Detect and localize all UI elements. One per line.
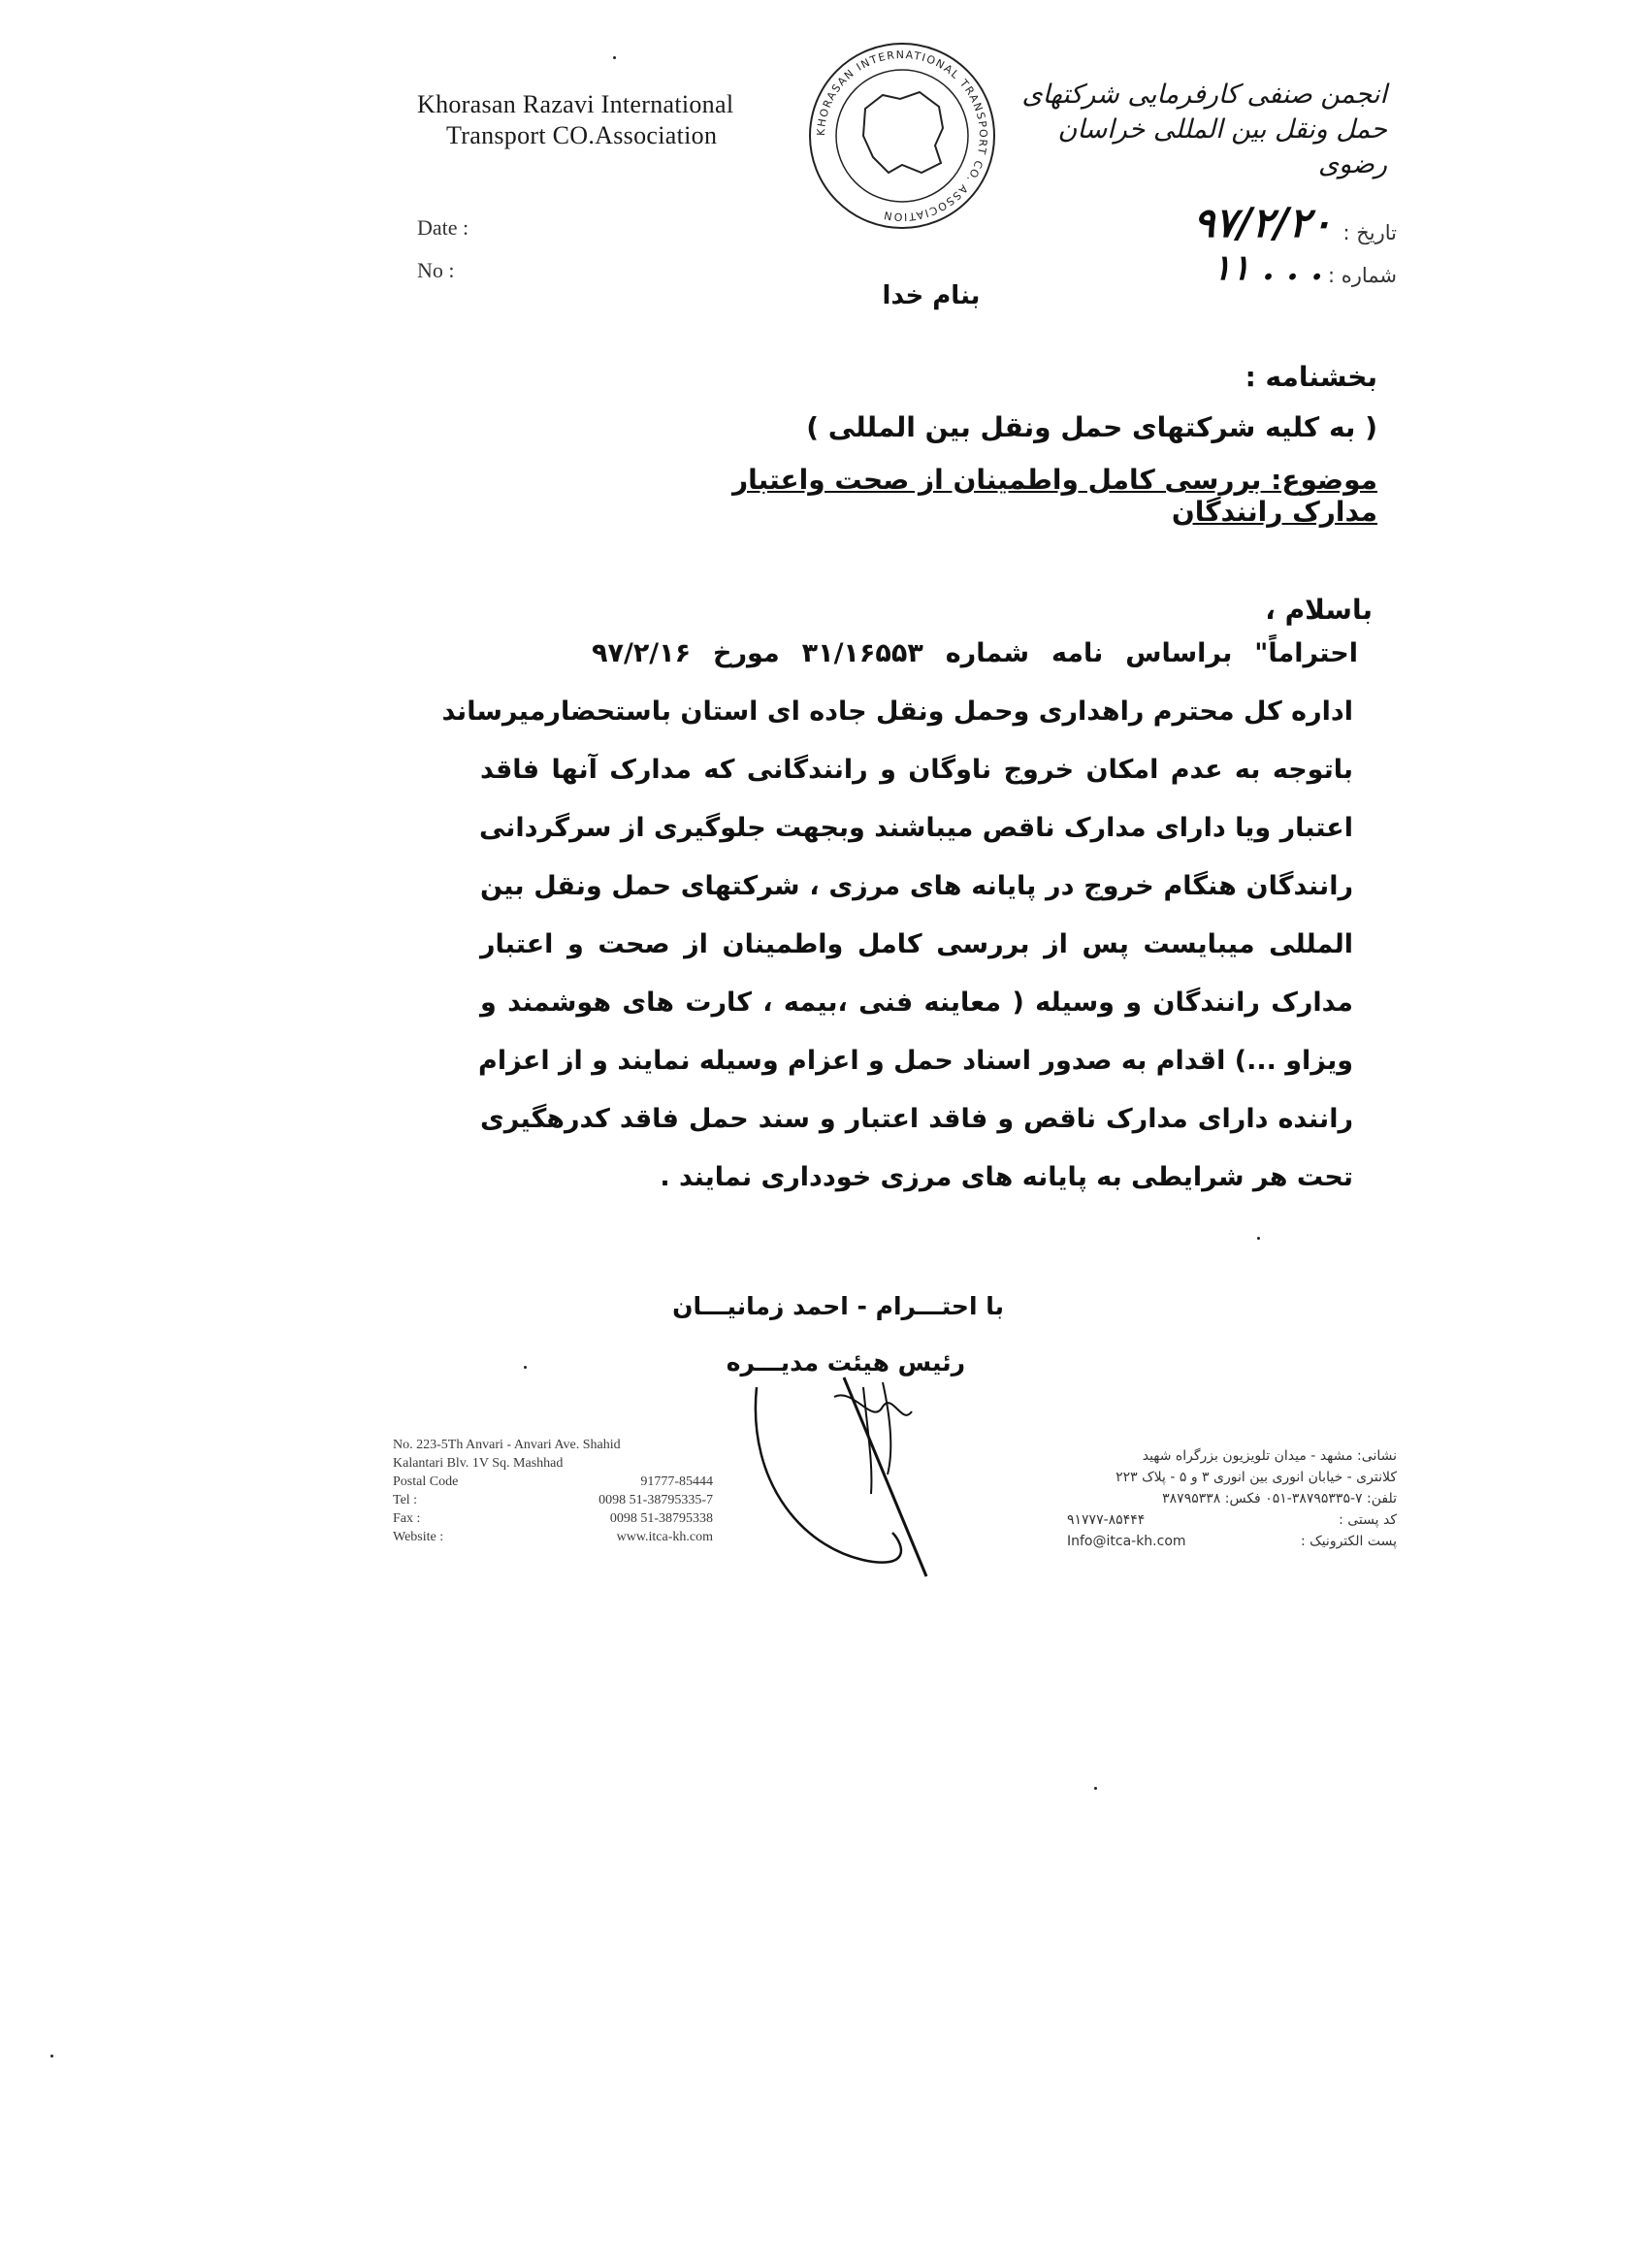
footer-tel-row <box>393 1491 713 1509</box>
footer-address-line2: Kalantari Blv. 1V Sq. Mashhad <box>393 1456 564 1471</box>
english-name-line2: Transport CO.Association <box>446 121 718 149</box>
date-label-persian: تاریخ : <box>1342 221 1397 244</box>
association-seal-logo <box>805 39 999 233</box>
footer-tel-label: Tel : <box>393 1493 418 1507</box>
english-name-line1: Khorasan Razavi International <box>417 90 734 118</box>
footer-postal-value: 91777-85444 <box>640 1474 713 1489</box>
body-line: اداره کل محترم راهداری وحمل ونقل جاده ای استان باستحضارمیرساند <box>441 697 1353 727</box>
body-line: ویزاو ...) اقدام به صدور اسناد حمل و اعزام وسیله نمایند و از اعزام <box>478 1046 1353 1076</box>
footer-address-line1: No. 223-5Th Anvari - Anvari Ave. Shahid <box>393 1438 621 1452</box>
footer-contact-english <box>393 1436 713 1546</box>
persian-organization-name: انجمن صنفی کارفرمایی شرکتهای حمل ونقل بین المللی خراسان رضوی <box>1021 80 1387 179</box>
body-line: احتراماً" براساس نامه شماره ۳۱/۱۶۵۵۳ مورخ ۹۷/۲/۱۶ <box>592 638 1358 668</box>
footer-website-value: www.itca-kh.com <box>616 1530 713 1544</box>
footer-website-row <box>393 1528 713 1546</box>
scan-speck <box>524 1366 527 1369</box>
footer-fa-phone-line: تلفن: ۷-۳۸۷۹۵۳۳۵-۰۵۱ فکس: ۳۸۷۹۵۳۳۸ <box>1162 1491 1397 1507</box>
scan-speck <box>1094 1787 1097 1790</box>
footer-postal-label: Postal Code <box>393 1474 459 1489</box>
footer-fa-email-label: پست الکترونیک : <box>1301 1534 1397 1549</box>
bismillah: بنام خدا <box>882 281 981 310</box>
closing-regards: با احتـــرام - احمد زمانیـــان <box>672 1292 1004 1320</box>
body-line: باتوجه به عدم امکان خروج ناوگان و رانندگانی که مدارک آنها فاقد <box>480 755 1353 785</box>
footer-fa-postal-value: ۹۱۷۷۷-۸۵۴۴۴ <box>1067 1512 1146 1528</box>
footer-fax-row <box>393 1509 713 1528</box>
footer-postal-row <box>393 1473 713 1491</box>
body-line: اعتبار ویا دارای مدارک ناقص میباشند وبجهت جلوگیری از سرگردانی <box>478 813 1353 843</box>
body-line: رانندگان هنگام خروج در پایانه های مرزی ، شرکتهای حمل ونقل بین <box>480 871 1353 901</box>
body-line: تحت هر شرایطی به پایانه های مرزی خودداری نمایند . <box>660 1162 1353 1192</box>
recipient-line: ( به کلیه شرکتهای حمل ونقل بین المللی ) <box>806 411 1377 443</box>
body-line: راننده دارای مدارک ناقص و فاقد اعتبار و سند حمل فاقد کدرهگیری <box>480 1104 1353 1134</box>
circular-heading: بخشنامه : <box>1245 361 1377 393</box>
footer-tel-value: 0098 51-38795335-7 <box>598 1493 713 1507</box>
footer-fax-label: Fax : <box>393 1511 421 1526</box>
subject-line: موضوع: بررسی کامل واطمینان از صحت واعتبار مدارک رانندگان <box>732 464 1377 528</box>
footer-fa-postal-label: کد پستی : <box>1339 1512 1397 1528</box>
greeting: باسلام ، <box>1265 594 1373 626</box>
footer-fa-email-value: Info@itca-kh.com <box>1067 1534 1186 1549</box>
english-organization-name <box>417 89 805 151</box>
scan-speck <box>1257 1237 1260 1240</box>
date-label-english: Date : <box>417 215 469 240</box>
footer-fa-email-row <box>1067 1531 1397 1552</box>
scan-speck <box>50 2055 53 2057</box>
seal-text: KHORASAN INTERNATIONAL TRANSPORT CO. ASSOCIATION <box>814 48 990 224</box>
body-line: مدارک رانندگان و وسیله ( معاینه فنی ،بیمه ، کارت های هوشمند و <box>480 988 1353 1018</box>
number-label-persian: شماره : <box>1327 264 1397 287</box>
date-value: ۹۷/۲/۲۰ <box>1193 199 1333 246</box>
iran-map-icon <box>863 92 943 173</box>
footer-fax-value: 0098 51-38795338 <box>609 1511 713 1526</box>
footer-website-label: Website : <box>393 1530 444 1544</box>
footer-fa-address-line2: کلانتری - خیابان انوری بین انوری ۳ و ۵ - پلاک ۲۲۳ <box>1116 1470 1397 1485</box>
footer-fa-address-line1: نشانی: مشهد - میدان تلویزیون بزرگراه شهید <box>1142 1448 1397 1464</box>
number-label-english: No : <box>417 258 455 282</box>
number-value: ۱۱ . . . <box>1212 247 1323 288</box>
scan-speck <box>613 56 616 59</box>
svg-text:KHORASAN INTERNATIONAL TRANSPO <box>815 49 989 223</box>
handwritten-signature <box>747 1368 970 1601</box>
signatory-title: رئیس هیئت مدیـــره <box>726 1348 965 1377</box>
body-line: المللی میبایست پس از بررسی کامل واطمینان از صحت و اعتبار <box>480 929 1353 959</box>
footer-contact-persian <box>1067 1445 1397 1552</box>
footer-fa-postal-row <box>1067 1509 1397 1531</box>
